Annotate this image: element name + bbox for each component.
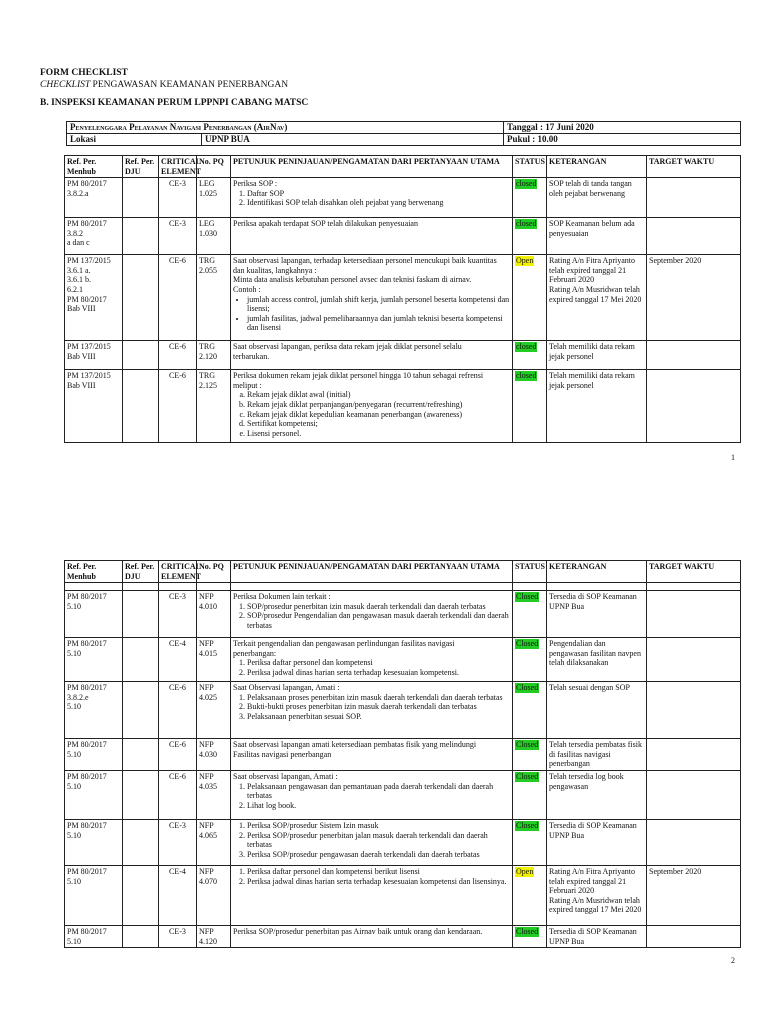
critical-element-cell: CE-3 <box>159 591 197 638</box>
list-item: • jumlah fasilitas, jadwal pemeliharaannya dan jumlah teknisi beserta kompetensi dan lisensi <box>247 314 510 333</box>
col-ref-dju: Ref. Per. DJU <box>123 561 159 583</box>
petunjuk-intro: Periksa dokumen rekam jejak diklat personel hingga 10 tahun sebagai refrensi meliput : <box>233 371 484 390</box>
list-item: b. Rekam jejak diklat perpanjangan/penyegaran (recurrent/refreshing) <box>247 400 510 410</box>
critical-element-cell: CE-3 <box>159 178 197 218</box>
critical-element-cell: CE-4 <box>159 638 197 682</box>
petunjuk-intro: Periksa SOP/prosedur penerbitan pas Airnav baik untuk orang dan kendaraan. <box>233 926 483 936</box>
petunjuk-cell <box>231 770 513 819</box>
target-waktu-cell: September 2020 <box>647 865 741 925</box>
col-no-pq: No. PQ <box>197 156 231 178</box>
critical-element-cell: CE-3 <box>159 925 197 947</box>
form-subtitle <box>40 80 288 91</box>
target-waktu-cell <box>647 770 741 819</box>
target-waktu-cell <box>647 341 741 370</box>
no-pq-cell: NFP 4.010 <box>197 591 231 638</box>
status-cell <box>513 178 547 218</box>
no-pq-cell: TRG 2.125 <box>197 370 231 443</box>
col-keterangan: KETERANGAN <box>547 561 647 583</box>
petunjuk-list <box>233 658 510 677</box>
petunjuk-intro: Periksa apakah terdapat SOP telah dilakukan penyesuaian <box>233 219 418 229</box>
petunjuk-intro: Saat observasi lapangan, Amati : <box>233 771 338 781</box>
list-item: 2. Lihat log book. <box>247 801 510 811</box>
table-row <box>65 865 741 925</box>
col-ref-per: Ref. Per. Menhub <box>65 156 123 178</box>
status-cell <box>513 925 547 947</box>
no-pq-cell: NFP 4.025 <box>197 682 231 739</box>
table-row <box>65 739 741 771</box>
petunjuk-cell <box>231 925 513 947</box>
ref-per-cell: PM 80/2017 5.10 <box>65 770 123 819</box>
status-badge: Closed <box>516 771 539 781</box>
list-item: 2. Bukti-bukti proses penerbitan izin masuk daerah terkendali dan terbatas <box>247 702 510 712</box>
tanggal: Tanggal : 17 Juni 2020 <box>504 122 741 134</box>
target-waktu-cell <box>647 682 741 739</box>
target-waktu-cell <box>647 819 741 865</box>
status-cell <box>513 370 547 443</box>
header-spacer-row <box>65 583 741 591</box>
status-cell <box>513 638 547 682</box>
keterangan-cell: Pengendalian dan pengawasan fasilitan navpen telah dilaksanakan <box>547 638 647 682</box>
petunjuk-intro: Saat Observasi lapangan, Amati : <box>233 683 340 693</box>
keterangan-cell: Tersedia di SOP Keamanan UPNP Bua <box>547 819 647 865</box>
no-pq-cell: NFP 4.035 <box>197 770 231 819</box>
no-pq-cell: NFP 4.030 <box>197 739 231 771</box>
status-badge: Open <box>516 866 534 876</box>
table-row <box>65 370 741 443</box>
petunjuk-cell <box>231 178 513 218</box>
petunjuk-cell <box>231 638 513 682</box>
page-number-2: 2 <box>731 956 735 965</box>
status-cell <box>513 739 547 771</box>
status-badge: closed <box>516 371 537 381</box>
target-waktu-cell: September 2020 <box>647 255 741 341</box>
list-item: 2. SOP/prosedur Pengendalian dan pengawasan masuk daerah terkendali dan daerah terbatas <box>247 611 510 630</box>
document-page-1 <box>0 0 768 490</box>
target-waktu-cell <box>647 370 741 443</box>
target-waktu-cell <box>647 591 741 638</box>
status-badge: Open <box>516 256 534 266</box>
list-item: 1. Daftar SOP <box>247 189 510 199</box>
critical-element-cell: CE-6 <box>159 370 197 443</box>
critical-element-cell: CE-3 <box>159 218 197 255</box>
no-pq-cell: NFP 4.065 <box>197 819 231 865</box>
col-petunjuk: PETUNJUK PENINJAUAN/PENGAMATAN DARI PERTANYAAN UTAMA <box>231 156 513 178</box>
critical-element-cell: CE-6 <box>159 770 197 819</box>
petunjuk-cell <box>231 739 513 771</box>
col-petunjuk: PETUNJUK PENINJAUAN/PENGAMATAN DARI PERTANYAAN UTAMA <box>231 561 513 583</box>
table-row <box>65 682 741 739</box>
status-cell <box>513 819 547 865</box>
target-waktu-cell <box>647 925 741 947</box>
table-row <box>65 341 741 370</box>
status-badge: Closed <box>516 683 539 693</box>
provider-name: Penyelenggara Pelayanan Navigasi Penerbangan (AirNav) <box>67 122 504 134</box>
petunjuk-cell <box>231 865 513 925</box>
list-item: 3. Periksa SOP/prosedur pengawasan daerah terkendali dan daerah terbatas <box>247 850 510 860</box>
table-row <box>65 591 741 638</box>
ref-per-cell: PM 80/2017 3.8.2.e 5.10 <box>65 682 123 739</box>
keterangan-cell: Tersedia di SOP Keamanan UPNP Bua <box>547 591 647 638</box>
ref-per-cell: PM 137/2015 Bab VIII <box>65 341 123 370</box>
critical-element-cell: CE-6 <box>159 341 197 370</box>
ref-dju-cell <box>123 255 159 341</box>
critical-element-cell: CE-4 <box>159 865 197 925</box>
petunjuk-intro: Periksa Dokumen lain terkait : <box>233 592 331 602</box>
status-cell <box>513 682 547 739</box>
lokasi-value: UPNP BUA <box>202 133 504 145</box>
col-ref-per: Ref. Per. Menhub <box>65 561 123 583</box>
form-title: FORM CHECKLIST <box>40 68 128 78</box>
ref-dju-cell <box>123 341 159 370</box>
petunjuk-intro: Saat observasi lapangan, terhadap ketersediaan personel mencukupi baik kuantitas dan kualitas, langkahnya : Minta data analisis kebutuhan personel avsec dan teknisi faskam di airnav. Contoh : <box>233 256 497 294</box>
pukul: Pukul : 10.00 <box>504 133 741 145</box>
list-item: • jumlah access control, jumlah shift kerja, jumlah personel beserta kompetensi dan lisensi; <box>247 295 510 314</box>
ref-per-cell: PM 137/2015 3.6.1 a. 3.6.1 b. 6.2.1 PM 80/2017 Bab VIII <box>65 255 123 341</box>
page-number-1: 1 <box>731 453 735 462</box>
list-item: 2. Periksa jadwal dinas harian serta terhadap kesesuaian kompetensi dan lisensinya. <box>247 877 510 887</box>
col-status: STATUS <box>513 561 547 583</box>
ref-dju-cell <box>123 770 159 819</box>
petunjuk-list <box>233 782 510 811</box>
list-item: 2. Periksa jadwal dinas harian serta terhadap kesesuaian kompetensi. <box>247 668 510 678</box>
critical-element-cell: CE-6 <box>159 255 197 341</box>
ref-per-cell: PM 137/2015 Bab VIII <box>65 370 123 443</box>
ref-per-cell: PM 80/2017 5.10 <box>65 819 123 865</box>
petunjuk-list <box>233 602 510 631</box>
status-cell <box>513 341 547 370</box>
status-cell <box>513 770 547 819</box>
list-item: 1. Periksa daftar personel dan kompetensi berikut lisensi <box>247 867 510 877</box>
section-title: B. INSPEKSI KEAMANAN PERUM LPPNPI CABANG MATSC <box>40 98 309 108</box>
col-ref-dju: Ref. Per. DJU <box>123 156 159 178</box>
ref-dju-cell <box>123 638 159 682</box>
col-target: TARGET WAKTU <box>647 561 741 583</box>
ref-per-cell: PM 80/2017 5.10 <box>65 865 123 925</box>
keterangan-cell: SOP telah di tanda tangan oleh pejabat berwenang <box>547 178 647 218</box>
ref-dju-cell <box>123 739 159 771</box>
keterangan-cell: Rating A/n Fitra Apriyanto telah expired tanggal 21 Februari 2020 Rating A/n Musridwan telah expired tanggal 17 Mei 2020 <box>547 865 647 925</box>
list-item: 1. SOP/prosedur penerbitan izin masuk daerah terkendali dan daerah terbatas <box>247 602 510 612</box>
keterangan-cell: Telah tersedia pembatas fisik di fasilitas navigasi penerbangan <box>547 739 647 771</box>
col-status: STATUS <box>513 156 547 178</box>
lokasi-label: Lokasi <box>67 133 202 145</box>
keterangan-cell: Telah sesuai dengan SOP <box>547 682 647 739</box>
petunjuk-intro: Saat observasi lapangan, periksa data rekam jejak diklat personel selalu terbarukan. <box>233 342 462 361</box>
col-critical: CRITICAL ELEMENT <box>159 156 197 178</box>
list-item: 1. Periksa SOP/prosedur Sistem Izin masuk <box>247 821 510 831</box>
ref-per-cell: PM 80/2017 5.10 <box>65 638 123 682</box>
critical-element-cell: CE-6 <box>159 682 197 739</box>
ref-per-cell: PM 80/2017 3.8.2.a <box>65 178 123 218</box>
ref-dju-cell <box>123 218 159 255</box>
no-pq-cell: NFP 4.070 <box>197 865 231 925</box>
target-waktu-cell <box>647 638 741 682</box>
critical-element-cell: CE-6 <box>159 739 197 771</box>
petunjuk-list <box>233 821 510 859</box>
ref-per-cell: PM 80/2017 3.8.2 a dan c <box>65 218 123 255</box>
keterangan-cell: Rating A/n Fitra Apriyanto telah expired tanggal 21 Februari 2020 Rating A/n Musridwan telah expired tanggal 17 Mei 2020 <box>547 255 647 341</box>
ref-per-cell: PM 80/2017 5.10 <box>65 739 123 771</box>
critical-element-cell: CE-3 <box>159 819 197 865</box>
petunjuk-intro: Terkait pengendalian dan pengawasan perlindungan fasilitas navigasi penerbangan: <box>233 639 455 658</box>
target-waktu-cell <box>647 739 741 771</box>
ref-per-cell: PM 80/2017 5.10 <box>65 925 123 947</box>
no-pq-cell: NFP 4.015 <box>197 638 231 682</box>
table-row <box>65 925 741 947</box>
status-cell <box>513 865 547 925</box>
petunjuk-cell <box>231 218 513 255</box>
petunjuk-list <box>233 693 510 722</box>
status-cell <box>513 255 547 341</box>
col-keterangan: KETERANGAN <box>547 156 647 178</box>
petunjuk-cell <box>231 341 513 370</box>
petunjuk-cell <box>231 819 513 865</box>
checklist-table-2 <box>64 560 741 948</box>
col-target: TARGET WAKTU <box>647 156 741 178</box>
status-badge: closed <box>516 342 537 352</box>
table-row <box>65 178 741 218</box>
ref-dju-cell <box>123 682 159 739</box>
list-item: d. Sertifikat kompetensi; <box>247 419 510 429</box>
table-row <box>65 255 741 341</box>
list-item: 2. Periksa SOP/prosedur penerbitan jalan masuk daerah terkendali dan daerah terbatas <box>247 831 510 850</box>
no-pq-cell: TRG 2.055 <box>197 255 231 341</box>
petunjuk-intro: Saat observasi lapangan amati ketersediaan pembatas fisik yang melindungi Fasilitas navigasi penerbangan <box>233 740 477 759</box>
keterangan-cell: Telah tersedia log book pengawasan <box>547 770 647 819</box>
table-row <box>65 819 741 865</box>
petunjuk-list <box>233 867 510 886</box>
no-pq-cell: LEG 1.025 <box>197 178 231 218</box>
status-badge: closed <box>516 179 537 189</box>
status-cell <box>513 591 547 638</box>
ref-dju-cell <box>123 925 159 947</box>
no-pq-cell: TRG 2.120 <box>197 341 231 370</box>
status-badge: closed <box>516 219 537 229</box>
ref-dju-cell <box>123 178 159 218</box>
checklist-table-1 <box>64 155 741 443</box>
petunjuk-cell <box>231 682 513 739</box>
table-row <box>65 770 741 819</box>
status-badge: Closed <box>516 639 539 649</box>
list-item: 3. Pelaksanaan penerbitan sesuai SOP. <box>247 712 510 722</box>
list-item: e. Lisensi personel. <box>247 429 510 439</box>
petunjuk-cell <box>231 591 513 638</box>
status-badge: Closed <box>516 820 539 830</box>
list-item: 1. Periksa daftar personel dan kompetensi <box>247 658 510 668</box>
list-item: 1. Pelaksanaan pengawasan dan pemantauan pada daerah terkendali dan daerah terbatas <box>247 782 510 801</box>
petunjuk-cell <box>231 255 513 341</box>
ref-dju-cell <box>123 591 159 638</box>
petunjuk-list <box>233 295 510 333</box>
ref-dju-cell <box>123 865 159 925</box>
status-badge: Closed <box>516 740 539 750</box>
subtitle-italic: CHECKLIST <box>40 80 91 90</box>
table-row <box>65 218 741 255</box>
document-page-2 <box>0 490 768 1024</box>
petunjuk-cell <box>231 370 513 443</box>
no-pq-cell: NFP 4.120 <box>197 925 231 947</box>
keterangan-cell: Telah memiliki data rekam jejak personel <box>547 370 647 443</box>
no-pq-cell: LEG 1.030 <box>197 218 231 255</box>
petunjuk-intro: Periksa SOP : <box>233 179 278 189</box>
subtitle-rest: PENGAWASAN KEAMANAN PENERBANGAN <box>90 80 289 90</box>
info-table <box>66 121 741 146</box>
list-item: c. Rekam jejak diklat kepedulian keamanan penerbangan (awareness) <box>247 410 510 420</box>
ref-dju-cell <box>123 819 159 865</box>
status-badge: Closed <box>516 592 539 602</box>
table-header <box>65 561 741 583</box>
col-no-pq: No. PQ <box>197 561 231 583</box>
target-waktu-cell <box>647 218 741 255</box>
ref-per-cell: PM 80/2017 5.10 <box>65 591 123 638</box>
list-item: 1. Pelaksanaan proses penerbitan izin masuk daerah terkendali dan daerah terbatas <box>247 693 510 703</box>
status-cell <box>513 218 547 255</box>
target-waktu-cell <box>647 178 741 218</box>
list-item: 2. Identifikasi SOP telah disahkan oleh pejabat yang berwenang <box>247 198 510 208</box>
keterangan-cell: SOP Keamanan belum ada penyesuaian <box>547 218 647 255</box>
status-badge: Closed <box>516 926 539 936</box>
ref-dju-cell <box>123 370 159 443</box>
petunjuk-list <box>233 189 510 208</box>
col-critical: CRITICAL ELEMENT <box>159 561 197 583</box>
table-row <box>65 638 741 682</box>
keterangan-cell: Tersedia di SOP Keamanan UPNP Bua <box>547 925 647 947</box>
petunjuk-list <box>233 390 510 438</box>
keterangan-cell: Telah memiliki data rekam jejak personel <box>547 341 647 370</box>
list-item: a. Rekam jejak diklat awal (initial) <box>247 390 510 400</box>
table-header <box>65 156 741 178</box>
